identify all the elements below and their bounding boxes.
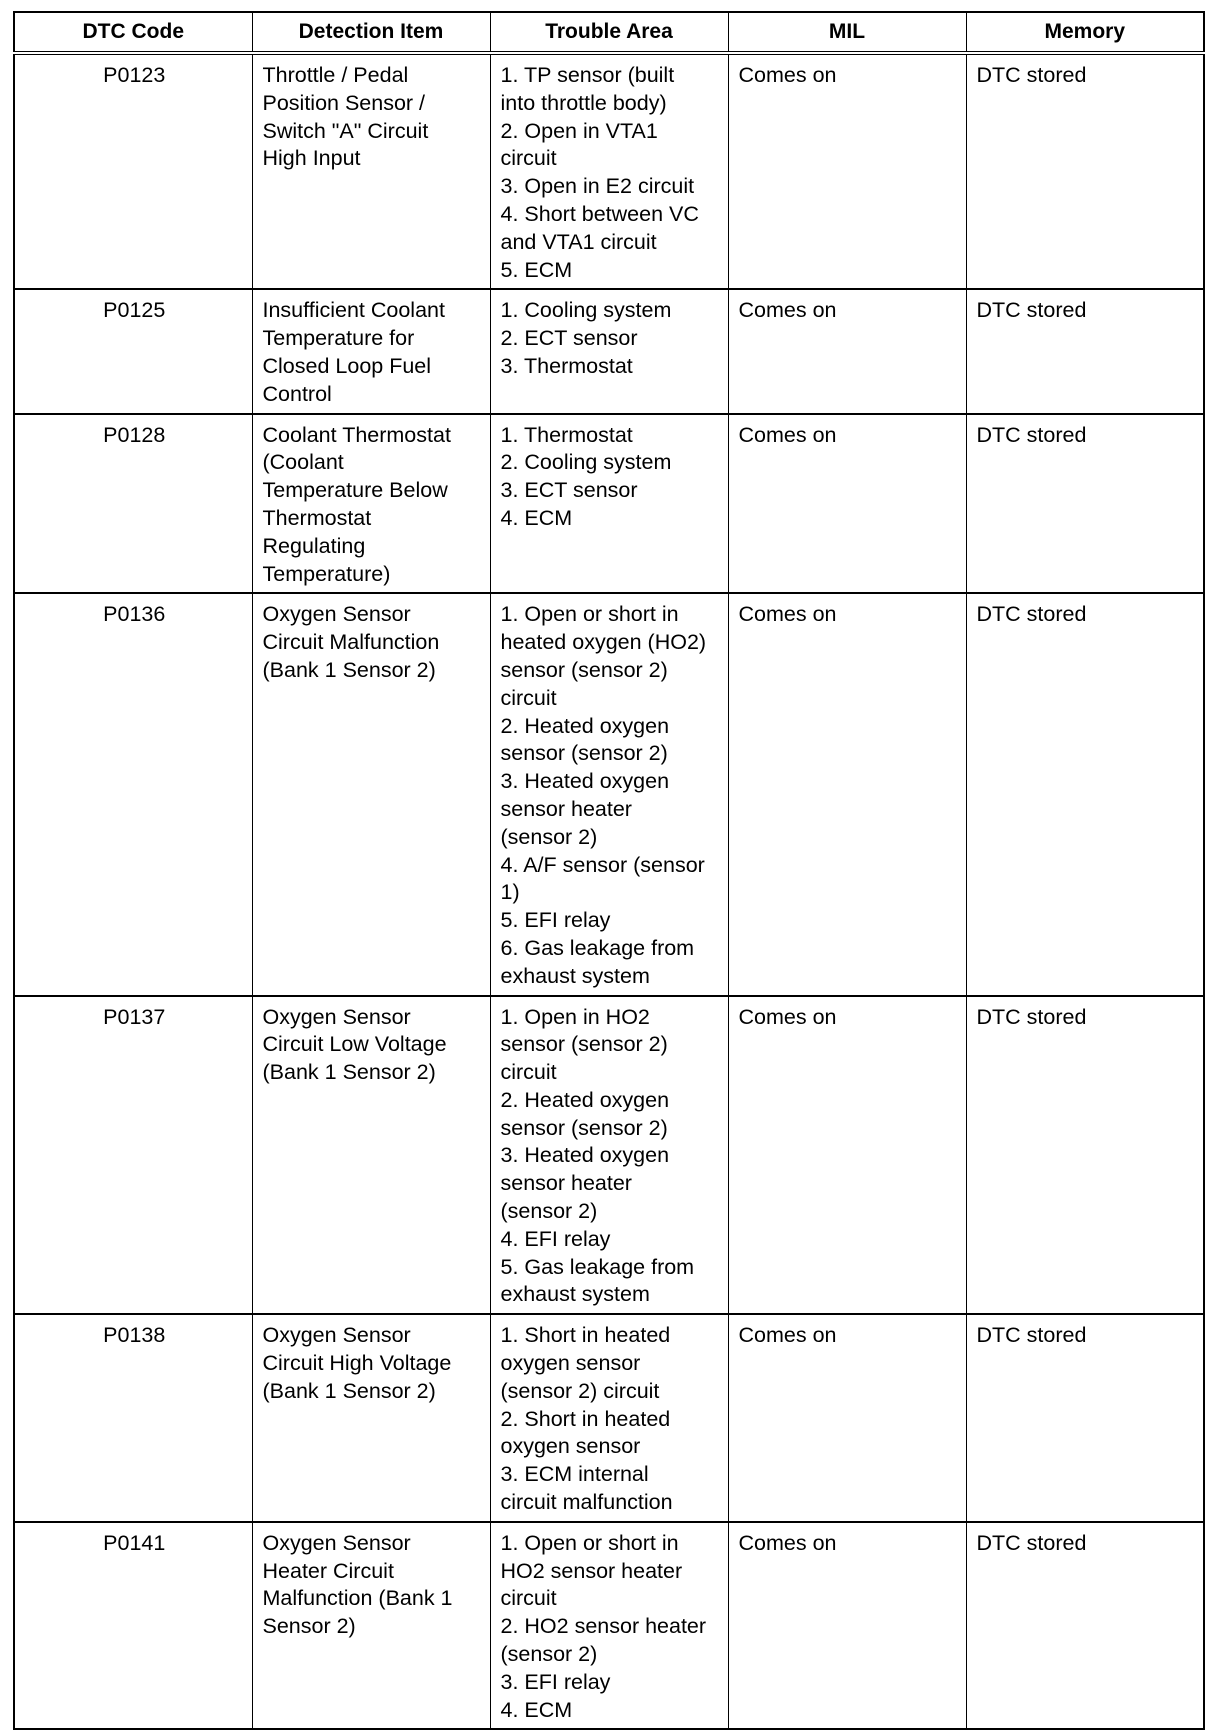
detection-item-line: (Coolant [262, 450, 344, 475]
header-row [14, 12, 1204, 53]
memory-cell: DTC stored [966, 996, 1204, 1315]
memory-cell: DTC stored [966, 414, 1204, 594]
trouble-area-line: exhaust system [500, 963, 650, 988]
trouble-area-line: 1. Thermostat [500, 422, 633, 447]
detection-item-line: Control [262, 381, 332, 406]
dtc-code-cell: P0125 [14, 289, 252, 413]
table-row [14, 996, 1204, 1315]
trouble-area-line: (sensor 2) [500, 824, 598, 849]
mil-cell: Comes on [728, 1522, 966, 1730]
trouble-area-line: 1) [500, 880, 520, 905]
trouble-area-cell [490, 289, 728, 413]
trouble-area-line: sensor heater [500, 796, 632, 821]
trouble-area-line: 5. Gas leakage from [500, 1254, 695, 1279]
trouble-area-line: 1. Cooling system [500, 298, 672, 323]
detection-item-line: Oxygen Sensor [262, 1004, 411, 1029]
dtc-code-cell: P0128 [14, 414, 252, 594]
trouble-area-line: 6. Gas leakage from [500, 935, 695, 960]
trouble-area-line: 4. EFI relay [500, 1226, 611, 1251]
detection-item-line: Oxygen Sensor [262, 602, 411, 627]
detection-item-cell [252, 289, 490, 413]
trouble-area-cell [490, 414, 728, 594]
mil-cell: Comes on [728, 53, 966, 289]
detection-item-line: Temperature Below [262, 478, 448, 503]
memory-cell: DTC stored [966, 289, 1204, 413]
mil-cell: Comes on [728, 1314, 966, 1522]
header-trouble-area: Trouble Area [490, 12, 728, 53]
detection-item-line: Insufficient Coolant [262, 298, 445, 323]
header-memory: Memory [966, 12, 1204, 53]
detection-item-line: Regulating [262, 533, 366, 558]
trouble-area-line: 2. Open in VTA1 [500, 118, 658, 143]
trouble-area-line: 1. Open or short in [500, 1530, 679, 1555]
dtc-code-cell: P0136 [14, 593, 252, 995]
trouble-area-line: exhaust system [500, 1282, 650, 1307]
detection-item-cell [252, 414, 490, 594]
trouble-area-line: (sensor 2) circuit [500, 1378, 660, 1403]
trouble-area-cell [490, 53, 728, 289]
trouble-area-line: 3. Heated oxygen [500, 769, 670, 794]
detection-item-line: Oxygen Sensor [262, 1323, 411, 1348]
table-row [14, 289, 1204, 413]
detection-item-line: Throttle / Pedal [262, 63, 409, 87]
trouble-area-line: into throttle body) [500, 90, 667, 115]
trouble-area-line: circuit [500, 146, 557, 171]
mil-cell: Comes on [728, 414, 966, 594]
trouble-area-line: 3. Open in E2 circuit [500, 174, 695, 199]
trouble-area-line: 3. ECM internal [500, 1462, 649, 1487]
detection-item-line: Sensor 2) [262, 1614, 356, 1639]
dtc-code-cell: P0141 [14, 1522, 252, 1730]
trouble-area-line: 2. Short in heated [500, 1406, 671, 1431]
memory-cell: DTC stored [966, 1314, 1204, 1522]
trouble-area-line: 1. Open or short in [500, 602, 679, 627]
detection-item-line: (Bank 1 Sensor 2) [262, 657, 436, 682]
detection-item-line: Position Sensor / [262, 90, 426, 115]
detection-item-line: Coolant Thermostat [262, 422, 451, 447]
trouble-area-line: and VTA1 circuit [500, 229, 657, 254]
trouble-area-line: circuit malfunction [500, 1490, 673, 1515]
memory-cell: DTC stored [966, 593, 1204, 995]
detection-item-line: High Input [262, 146, 361, 171]
detection-item-line: Circuit High Voltage [262, 1351, 452, 1376]
detection-item-line: Temperature for [262, 326, 415, 351]
detection-item-cell [252, 996, 490, 1315]
trouble-area-line: 2. Cooling system [500, 450, 672, 475]
detection-item-line: (Bank 1 Sensor 2) [262, 1060, 436, 1085]
table-header [14, 12, 1204, 53]
dtc-code-cell: P0138 [14, 1314, 252, 1522]
detection-item-line: Malfunction (Bank 1 [262, 1586, 453, 1611]
trouble-area-line: circuit [500, 1060, 557, 1085]
trouble-area-line: sensor heater [500, 1171, 632, 1196]
trouble-area-cell [490, 996, 728, 1315]
trouble-area-line: 2. Heated oxygen [500, 713, 670, 738]
detection-item-cell [252, 1522, 490, 1730]
trouble-area-line: 1. Open in HO2 [500, 1004, 650, 1029]
trouble-area-line: (sensor 2) [500, 1199, 598, 1224]
header-dtc-code: DTC Code [14, 12, 252, 53]
detection-item-line: Thermostat [262, 505, 372, 530]
detection-item-line: (Bank 1 Sensor 2) [262, 1378, 436, 1403]
trouble-area-line: 2. ECT sensor [500, 326, 638, 351]
detection-item-cell [252, 1314, 490, 1522]
memory-cell: DTC stored [966, 1522, 1204, 1730]
dtc-table [13, 11, 1205, 1730]
table-row [14, 1522, 1204, 1730]
trouble-area-line: sensor (sensor 2) [500, 741, 668, 766]
mil-cell: Comes on [728, 289, 966, 413]
trouble-area-line: (sensor 2) [500, 1642, 598, 1667]
trouble-area-line: 1. Short in heated [500, 1323, 671, 1348]
trouble-area-line: 2. Heated oxygen [500, 1087, 670, 1112]
detection-item-line: Heater Circuit [262, 1558, 394, 1583]
trouble-area-line: HO2 sensor heater [500, 1558, 683, 1583]
detection-item-cell [252, 593, 490, 995]
trouble-area-line: oxygen sensor [500, 1351, 641, 1376]
dtc-code-cell: P0123 [14, 53, 252, 289]
memory-cell: DTC stored [966, 53, 1204, 289]
trouble-area-line: circuit [500, 685, 557, 710]
trouble-area-cell [490, 1522, 728, 1730]
trouble-area-line: oxygen sensor [500, 1434, 641, 1459]
trouble-area-line: 3. EFI relay [500, 1669, 611, 1694]
header-detection-item: Detection Item [252, 12, 490, 53]
table-body [14, 53, 1204, 1729]
header-mil: MIL [728, 12, 966, 53]
detection-item-line: Circuit Malfunction [262, 630, 440, 655]
trouble-area-line: sensor (sensor 2) [500, 657, 668, 682]
trouble-area-cell [490, 1314, 728, 1522]
trouble-area-line: 2. HO2 sensor heater [500, 1614, 707, 1639]
detection-item-line: Circuit Low Voltage [262, 1032, 447, 1057]
table-row [14, 414, 1204, 594]
trouble-area-line: heated oxygen (HO2) [500, 630, 707, 655]
trouble-area-line: sensor (sensor 2) [500, 1032, 668, 1057]
trouble-area-line: 4. Short between VC [500, 201, 699, 226]
trouble-area-line: 5. ECM [500, 257, 573, 282]
table-row [14, 53, 1204, 289]
dtc-code-cell: P0137 [14, 996, 252, 1315]
trouble-area-line: 3. Heated oxygen [500, 1143, 670, 1168]
trouble-area-line: 1. TP sensor (built [500, 63, 675, 87]
trouble-area-line: sensor (sensor 2) [500, 1115, 668, 1140]
trouble-area-line: 3. ECT sensor [500, 478, 638, 503]
mil-cell: Comes on [728, 996, 966, 1315]
detection-item-line: Closed Loop Fuel [262, 353, 432, 378]
trouble-area-line: circuit [500, 1586, 557, 1611]
table-row [14, 1314, 1204, 1522]
detection-item-cell [252, 53, 490, 289]
detection-item-line: Switch "A" Circuit [262, 118, 429, 143]
table-row [14, 593, 1204, 995]
detection-item-line: Temperature) [262, 561, 391, 586]
trouble-area-cell [490, 593, 728, 995]
trouble-area-line: 5. EFI relay [500, 908, 611, 933]
trouble-area-line: 4. A/F sensor (sensor [500, 852, 705, 877]
trouble-area-line: 4. ECM [500, 1697, 573, 1722]
mil-cell: Comes on [728, 593, 966, 995]
trouble-area-line: 3. Thermostat [500, 353, 633, 378]
trouble-area-line: 4. ECM [500, 505, 573, 530]
detection-item-line: Oxygen Sensor [262, 1530, 411, 1555]
